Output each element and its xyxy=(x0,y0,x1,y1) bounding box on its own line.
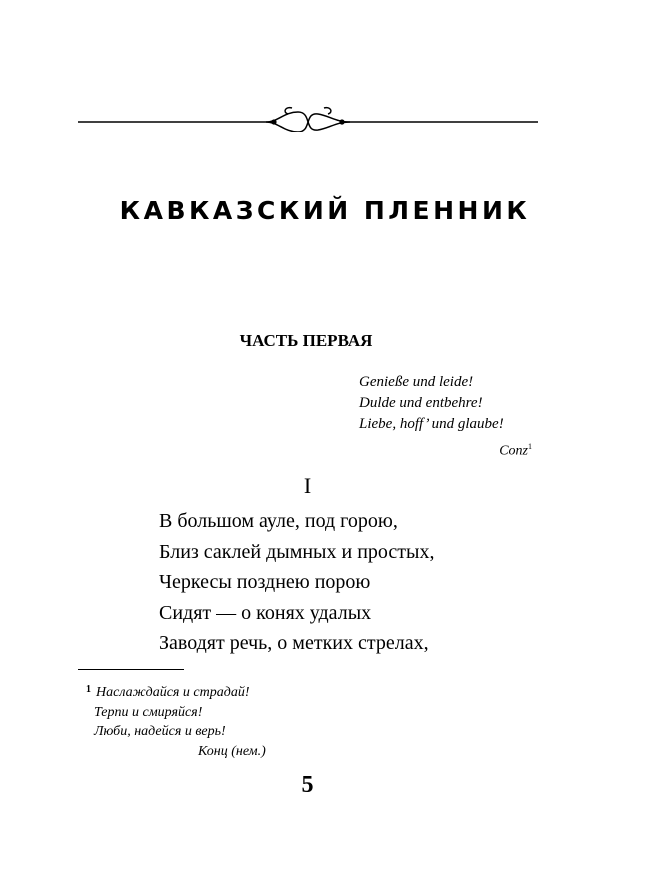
verse-line: Сидят — о конях удалых xyxy=(159,601,372,624)
footnote-line: Наслаждайся и страдай! xyxy=(96,685,250,700)
verse-line: Близ саклей дымных и простых, xyxy=(159,540,435,563)
epigraph-line: Dulde und entbehre! xyxy=(359,395,483,411)
epigraph-author-name: Conz xyxy=(499,443,528,459)
epigraph-line: Liebe, hoff’ und glaube! xyxy=(359,416,504,432)
footnote-reference: 1 xyxy=(528,442,532,451)
footnote-line: Конц (нем.) xyxy=(198,743,266,759)
page-number: 5 xyxy=(301,772,314,798)
verse-line: В большом ауле, под горою, xyxy=(159,510,398,532)
header-ornament xyxy=(78,104,538,132)
part-heading: ЧАСТЬ ПЕРВАЯ xyxy=(239,331,373,350)
footnote-line: Люби, надейся и верь! xyxy=(94,724,226,739)
epigraph-line: Genieße und leide! xyxy=(359,374,474,390)
footnote xyxy=(78,680,266,761)
verse-line: Черкесы позднею порою xyxy=(159,571,371,593)
epigraph xyxy=(359,372,504,435)
poem-title: КАВКАЗСКИЙ ПЛЕННИК xyxy=(119,196,531,225)
footnote-divider xyxy=(78,669,184,670)
footnote-line: Терпи и смиряйся! xyxy=(94,704,203,720)
verse-line: Заводят речь, о метких стрелах, xyxy=(159,632,429,654)
section-number: I xyxy=(303,473,312,498)
epigraph-author xyxy=(0,442,532,460)
poem-stanza xyxy=(159,506,434,659)
footnote-mark: 1 xyxy=(86,684,91,695)
